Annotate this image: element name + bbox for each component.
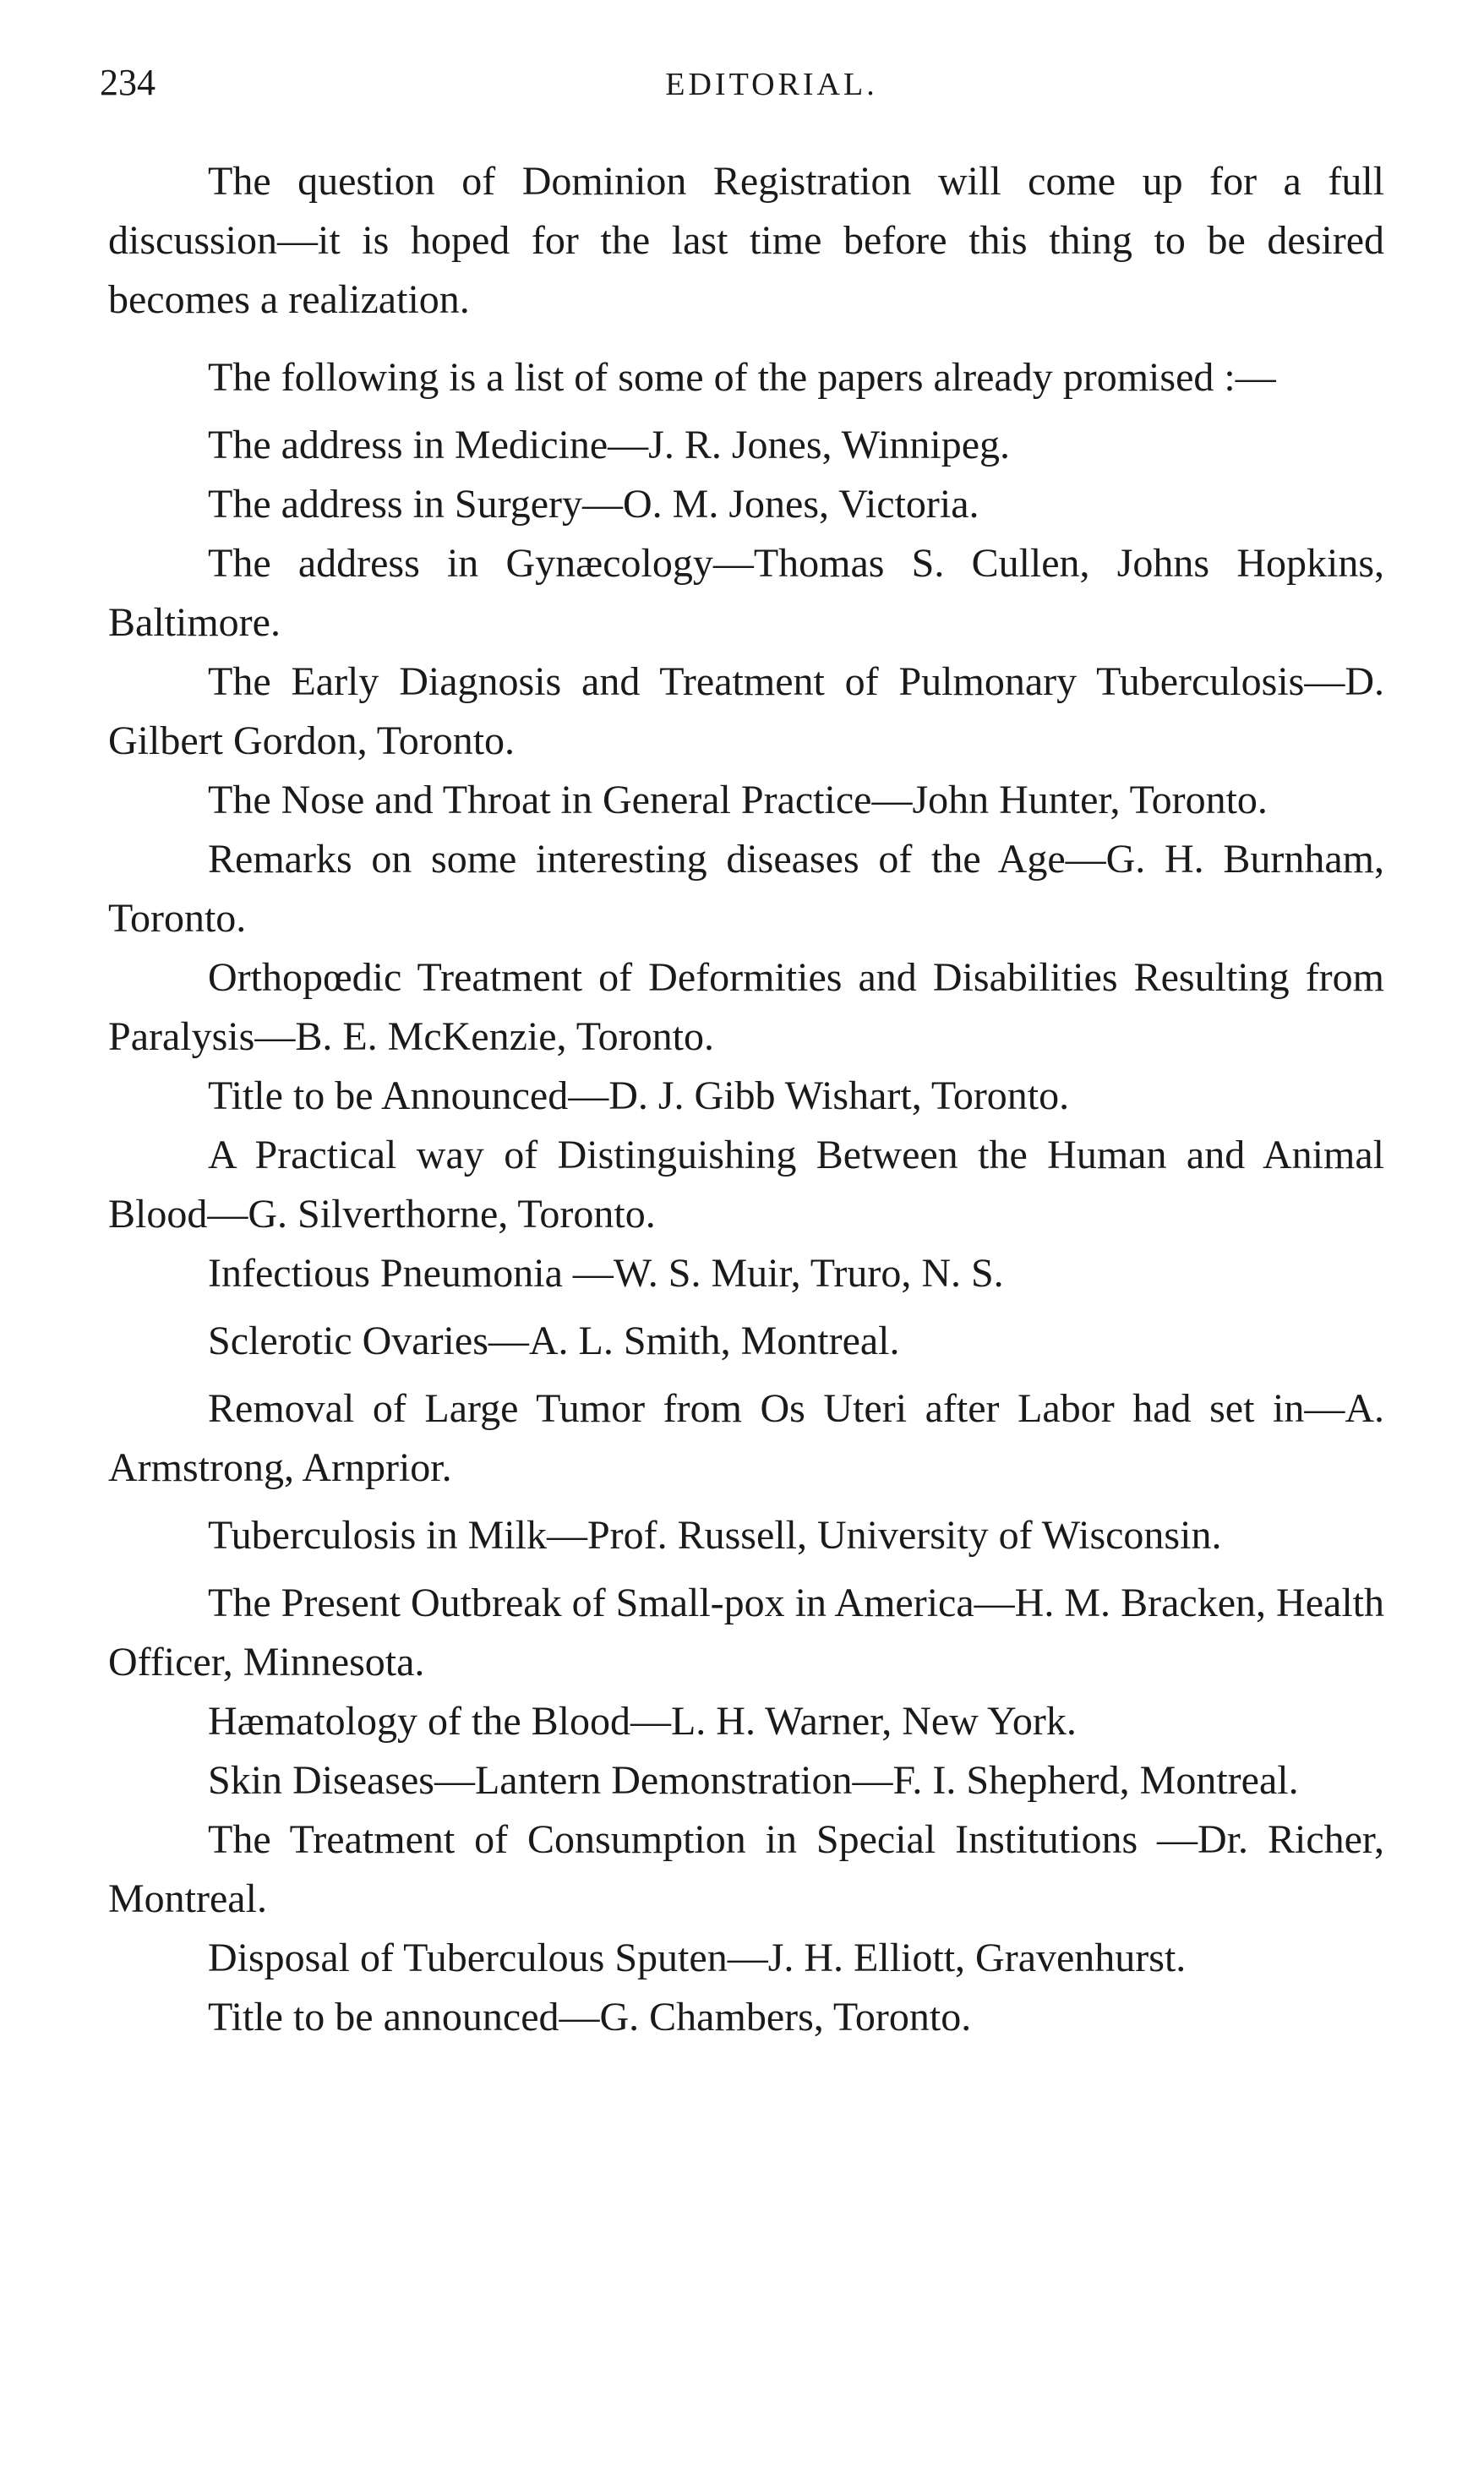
paragraph-registration: The question of Dominion Registration will come up for a full discussion—it is hoped for the last time before this thing to be desired becomes a realization. xyxy=(108,159,1384,322)
list-item: The Nose and Throat in General Practice—John Hunter, Toronto. xyxy=(208,778,1268,822)
page-body xyxy=(108,152,1384,2047)
running-head: EDITORIAL. xyxy=(665,67,878,102)
papers-list xyxy=(108,416,1384,2047)
paragraph-list-intro: The following is a list of some of the papers already promised :— xyxy=(208,355,1276,400)
list-item: Title to be announced—G. Chambers, Toronto. xyxy=(208,1995,972,2039)
list-item: Removal of Large Tumor from Os Uteri after Labor had set in—A. Armstrong, Arnprior. xyxy=(108,1386,1384,1490)
list-item: The address in Surgery—O. M. Jones, Victoria. xyxy=(208,482,979,527)
list-item: The address in Gynæcology—Thomas S. Cullen, Johns Hopkins, Baltimore. xyxy=(108,541,1384,645)
list-item: Sclerotic Ovaries—A. L. Smith, Montreal. xyxy=(208,1319,900,1363)
list-item: Hæmatology of the Blood—L. H. Warner, New York. xyxy=(208,1699,1077,1744)
list-item: Infectious Pneumonia —W. S. Muir, Truro, N. S. xyxy=(208,1251,1004,1296)
list-item: Title to be Announced—D. J. Gibb Wishart, Toronto. xyxy=(208,1073,1070,1118)
list-item: Disposal of Tuberculous Sputen—J. H. Elliott, Gravenhurst. xyxy=(208,1936,1187,1980)
list-item: The Treatment of Consumption in Special Institutions —Dr. Richer, Montreal. xyxy=(108,1817,1384,1921)
list-item: The Early Diagnosis and Treatment of Pulmonary Tuberculosis—D. Gilbert Gordon, Toronto. xyxy=(108,659,1384,763)
list-item: Tuberculosis in Milk—Prof. Russell, University of Wisconsin. xyxy=(208,1513,1222,1558)
list-item: Skin Diseases—Lantern Demonstration—F. I. Shepherd, Montreal. xyxy=(208,1758,1299,1803)
page-number: 234 xyxy=(100,62,155,103)
page-header xyxy=(100,57,1384,117)
list-item: The address in Medicine—J. R. Jones, Winnipeg. xyxy=(208,423,1011,467)
list-item: Remarks on some interesting diseases of the Age—G. H. Burnham, Toronto. xyxy=(108,837,1384,941)
list-item: The Present Outbreak of Small-pox in America—H. M. Bracken, Health Officer, Minnesota. xyxy=(108,1581,1384,1685)
list-item: A Practical way of Distinguishing Between the Human and Animal Blood—G. Silverthorne, Toronto. xyxy=(108,1133,1384,1237)
list-item: Orthopœdic Treatment of Deformities and Disabilities Resulting from Paralysis—B. E. McKenzie, Toronto. xyxy=(108,955,1384,1059)
